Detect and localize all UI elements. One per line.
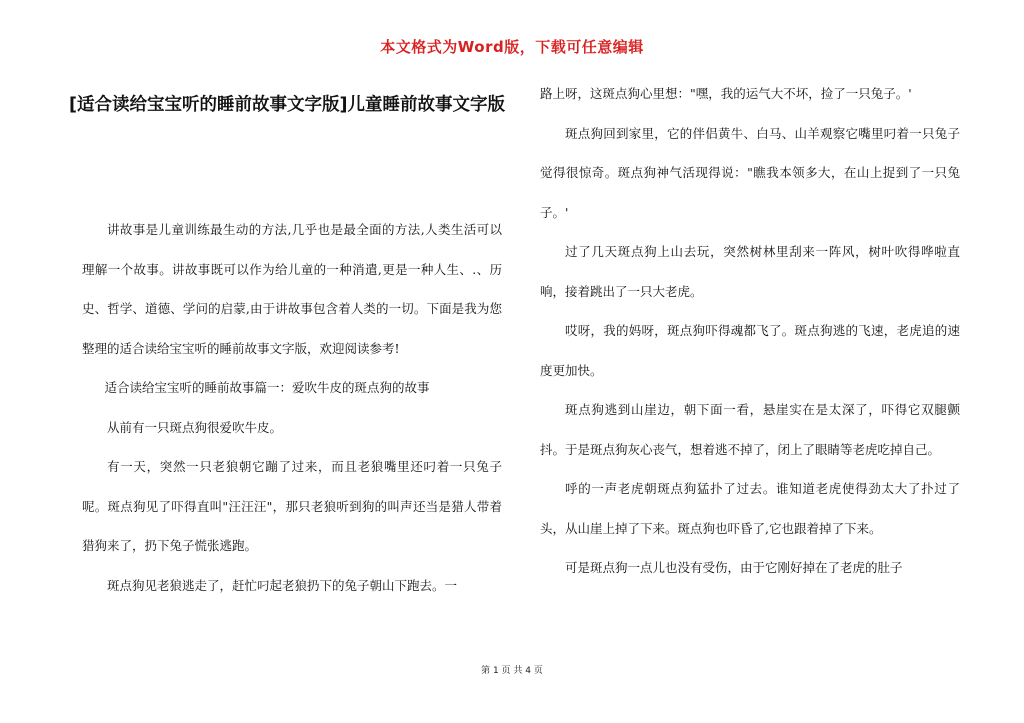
body-paragraph: 可是斑点狗一点儿也没有受伤，由于它刚好掉在了老虎的肚子: [565, 560, 903, 575]
section-heading: 适合读给宝宝听的睡前故事篇一：爱吹牛皮的斑点狗的故事: [104, 380, 430, 395]
body-paragraph: 讲故事是儿童训练最生动的方法,几乎也是最全面的方法,人类生活可以理解一个故事。讲故事既可以作为给儿童的一种消遣,更是一种人生、.、历史、哲学、道德、学问的启蒙,由于讲故事包含着人类的一切。下面是我为您整理的适合读给宝宝听的睡前故事文字版，欢迎阅读参考!: [82, 222, 502, 356]
body-paragraph: 有一天，突然一只老狼朝它蹦了过来，而且老狼嘴里还叼着一只兔子呢。斑点狗见了吓得直叫"汪汪汪"，那只老狼听到狗的叫声还当是猎人带着猎狗来了，扔下兔子慌张逃跑。: [82, 459, 502, 553]
body-paragraph: 路上呀，这斑点狗心里想："嘿，我的运气大不坏，捡了一只兔子。': [540, 86, 912, 101]
body-paragraph: 斑点狗逃到山崖边，朝下面一看，悬崖实在是太深了，吓得它双腿颤抖。于是斑点狗灰心丧气，想着逃不掉了，闭上了眼睛等老虎吃掉自己。: [540, 402, 960, 457]
body-paragraph: 哎呀，我的妈呀，斑点狗吓得魂都飞了。斑点狗逃的飞速，老虎追的速度更加快。: [540, 323, 960, 378]
right-text-column: [540, 74, 960, 588]
left-text-column: [82, 210, 502, 605]
body-paragraph: 从前有一只斑点狗很爱吹牛皮。: [107, 419, 283, 435]
download-banner: 本文格式为Word版，下载可任意编辑: [380, 38, 644, 56]
body-paragraph: 斑点狗见老狼逃走了，赶忙叼起老狼扔下的兔子朝山下跑去。一: [107, 577, 458, 593]
body-paragraph: 过了几天斑点狗上山去玩，突然树林里刮来一阵风，树叶吹得哗啦直响，接着跳出了一只大老虎。: [540, 244, 960, 299]
page-number-footer: 第 1 页 共 4 页: [481, 666, 543, 676]
document-title: [适合读给宝宝听的睡前故事文字版]儿童睡前故事文字版: [69, 95, 505, 115]
body-paragraph: 斑点狗回到家里，它的伴侣黄牛、白马、山羊观察它嘴里叼着一只兔子觉得很惊奇。斑点狗神气活现得说："瞧我本领多大，在山上捉到了一只兔子。': [540, 125, 960, 220]
body-paragraph: 呼的一声老虎朝斑点狗猛扑了过去。谁知道老虎使得劲太大了扑过了头，从山崖上掉了下来。斑点狗也吓昏了,它也跟着掉了下来。: [540, 481, 960, 536]
